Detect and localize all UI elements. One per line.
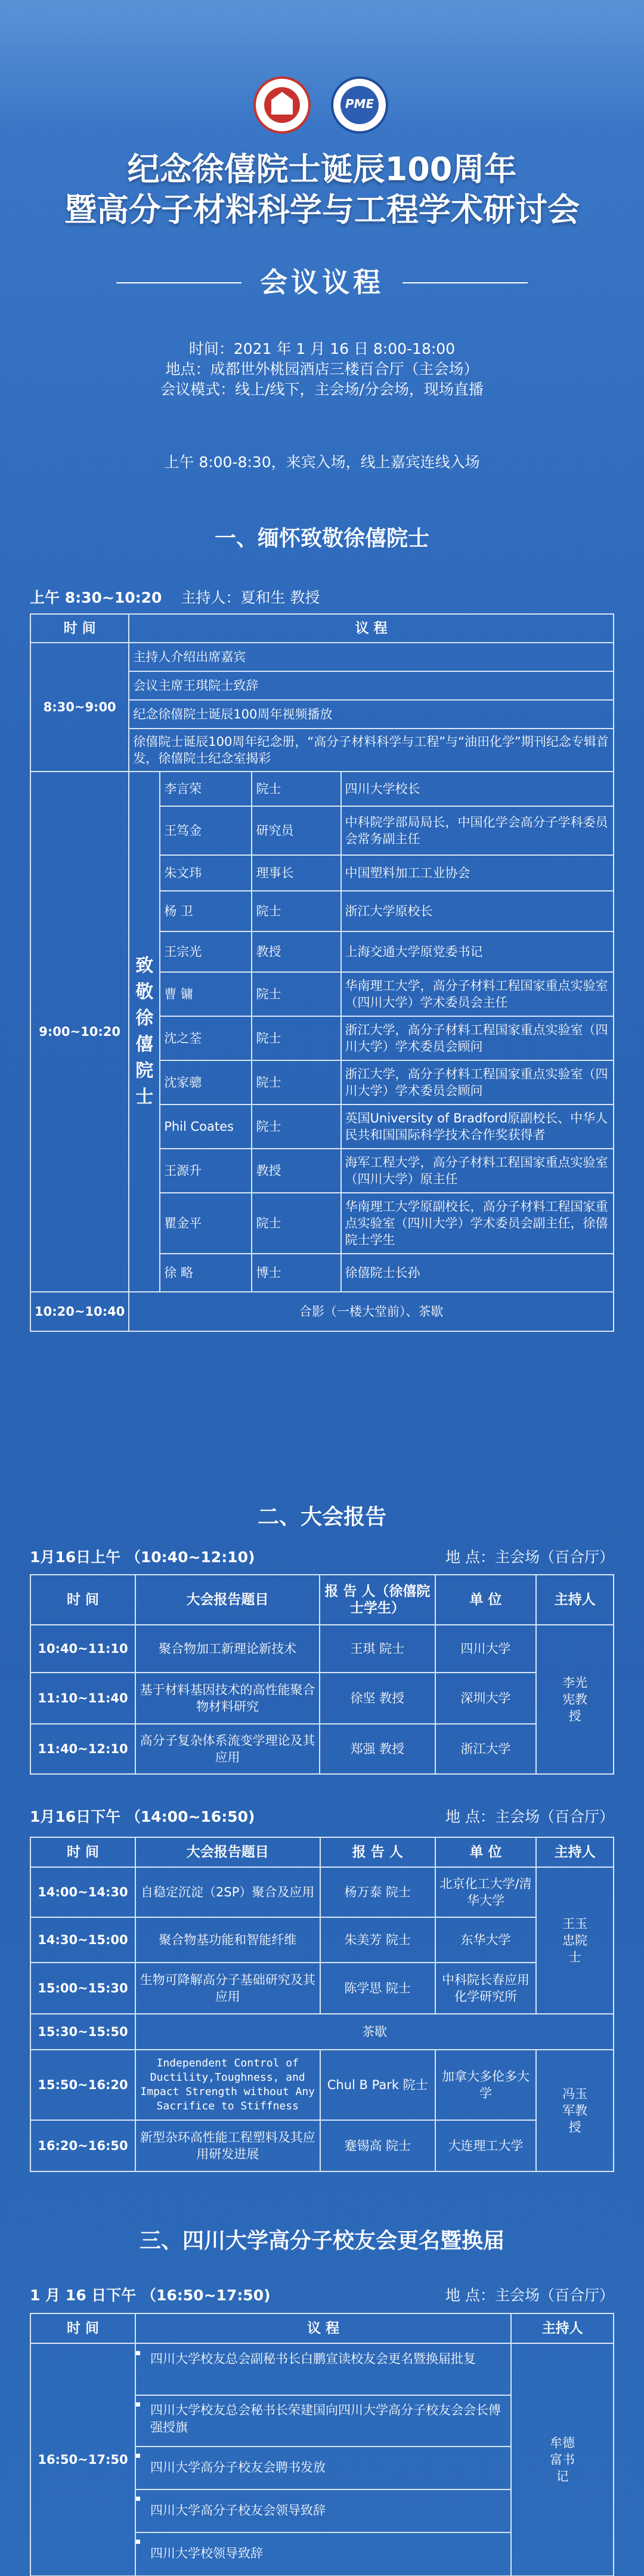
talk-unit: 中科院长春应用化学研究所 <box>435 1963 536 2014</box>
talk-speaker: 朱美芳 院士 <box>320 1917 435 1963</box>
speaker-desc: 徐僖院士长孙 <box>341 1254 614 1292</box>
speaker-desc: 中科院学部局局长，中国化学会高分子学科委员会常务副主任 <box>341 806 614 855</box>
talk-time: 14:00~14:30 <box>30 1867 135 1917</box>
talk-speaker: 王琪 院士 <box>320 1625 435 1673</box>
alumni-agenda <box>135 2343 511 2576</box>
talk-topic: 基于材料基因技术的高性能聚合物材料研究 <box>135 1673 320 1724</box>
break-time: 15:30~15:50 <box>30 2014 135 2050</box>
talk-unit: 东华大学 <box>435 1917 536 1963</box>
agenda-item: 纪念徐僖院士诞辰100周年视频播放 <box>129 700 614 729</box>
section1-meta: 上午 8:30~10:20 主持人：夏和生 教授 <box>30 589 320 606</box>
speaker-title: 院士 <box>252 1060 340 1105</box>
section2-am-table: 时 间 大会报告题目 报 告 人（徐僖院士学生） 单 位 主持人 10:40~11:10 聚合物加工新理论新技术 王琪 院士 四川大学 李光宪教授 11:10~11:40 基于材料基因技术的高性能聚合物材料研究 徐坚 教授 深圳大学 11:40~12:10 高分子复杂体系流变学理论及其应用 郑强 教授 浙江大学 <box>30 1574 614 1775</box>
speaker-name: 王源升 <box>160 1149 252 1193</box>
tribute-label: 致敬徐僖院士 <box>129 772 160 1292</box>
speaker-desc: 上海交通大学原党委书记 <box>341 931 614 972</box>
talk-unit: 四川大学 <box>435 1625 537 1673</box>
talk-unit: 深圳大学 <box>435 1673 537 1724</box>
speaker-name: 杨 卫 <box>160 891 252 931</box>
pme-logo: PME <box>331 76 388 134</box>
speaker-title: 院士 <box>252 1193 340 1254</box>
speaker-title: 教授 <box>252 1149 340 1193</box>
talk-time: 11:10~11:40 <box>30 1673 135 1724</box>
agenda-item: 四川大学校友总会秘书长荣建国向四川大学高分子校友会会长傅强授旗 <box>136 2396 510 2447</box>
agenda-item: 主持人介绍出席嘉宾 <box>129 643 614 671</box>
speaker-title: 院士 <box>252 1105 340 1149</box>
block3-time: 10:20~10:40 <box>30 1292 129 1331</box>
break-text: 茶歇 <box>135 2014 614 2050</box>
section3-table: 时 间 议 程 主持人 16:50~17:50 四川大学校友总会副秘书长白鹏宣读校友会更名暨换届批复 四川大学校友总会秘书长荣建国向四川大学高分子校友会会长傅强授旗 四川大学高分子校友会聘书发放 四川大学高分子校友会领导致辞 四川大学校领导致辞 牟德富书记 <box>30 2313 614 2576</box>
speaker-title: 院士 <box>252 972 340 1016</box>
speaker-title: 理事长 <box>252 855 340 891</box>
talk-time: 15:50~16:20 <box>30 2050 135 2120</box>
speaker-desc: 浙江大学，高分子材料工程国家重点实验室（四川大学）学术委员会顾问 <box>341 1060 614 1105</box>
meeting-place: 地点：成都世外桃园酒店三楼百合厅（主会场） <box>165 360 479 378</box>
pm-host-1: 王玉忠院士 <box>536 1867 614 2014</box>
talk-unit: 北京化工大学/清华大学 <box>435 1867 536 1917</box>
talk-time: 16:20~16:50 <box>30 2120 135 2171</box>
meeting-time: 时间：2021 年 1 月 16 日 8:00-18:00 <box>188 340 456 357</box>
speaker-name: 徐 略 <box>160 1254 252 1292</box>
talk-topic: 新型杂环高性能工程塑料及其应用研发进展 <box>135 2120 320 2171</box>
pm-host-2: 冯玉军教授 <box>536 2050 614 2171</box>
speaker-title: 教授 <box>252 931 340 972</box>
speaker-title: 研究员 <box>252 806 340 855</box>
talk-speaker: 蹇锡高 院士 <box>320 2120 435 2171</box>
talk-unit: 浙江大学 <box>435 1724 537 1774</box>
agenda-item: 会议主席王琪院士致辞 <box>129 671 614 700</box>
speaker-title: 博士 <box>252 1254 340 1292</box>
block2-time: 9:00~10:20 <box>30 772 129 1292</box>
speaker-desc: 华南理工大学原副校长，高分子材料工程国家重点实验室（四川大学）学术委员会副主任，徐僖院士学生 <box>341 1193 614 1254</box>
section2-pm-meta: 1月16日下午 （14:00~16:50) 地 点：主会场（百合厅） <box>30 1808 614 1825</box>
title-line-2: 暨高分子材料科学与工程学术研讨会 <box>64 191 580 229</box>
speaker-name: 朱文玮 <box>160 855 252 891</box>
agenda-subtitle: 会议议程 <box>0 267 644 297</box>
speaker-name: 王宗光 <box>160 931 252 972</box>
talk-time: 10:40~11:10 <box>30 1625 135 1673</box>
speaker-name: 瞿金平 <box>160 1193 252 1254</box>
alumni-host: 牟德富书记 <box>511 2343 614 2576</box>
section3-meta: 1 月 16 日下午 （16:50~17:50) 地 点：主会场（百合厅） <box>30 2287 614 2304</box>
page-title <box>0 149 644 230</box>
talk-time: 15:00~15:30 <box>30 1963 135 2014</box>
block1-time: 8:30~9:00 <box>30 643 129 772</box>
speaker-name: 王笃金 <box>160 806 252 855</box>
meeting-info <box>0 339 644 400</box>
speaker-desc: 浙江大学，高分子材料工程国家重点实验室（四川大学）学术委员会顾问 <box>341 1016 614 1060</box>
agenda-item: 徐僖院士诞辰100周年纪念册，“高分子材料科学与工程”与“油田化学”期刊纪念专辑首发，徐僖院士纪念室揭彩 <box>129 729 614 772</box>
meeting-mode: 会议模式：线上/线下，主会场/分会场，现场直播 <box>160 381 484 398</box>
talk-speaker: 陈学思 院士 <box>320 1963 435 2014</box>
section2-am-meta: 1月16日上午 （10:40~12:10) 地 点：主会场（百合厅） <box>30 1548 614 1566</box>
talk-time: 14:30~15:00 <box>30 1917 135 1963</box>
university-logo <box>253 76 311 134</box>
speaker-name: 沈之荃 <box>160 1016 252 1060</box>
logo-row <box>0 76 644 136</box>
agenda-item: 四川大学校友总会副秘书长白鹏宣读校友会更名暨换届批复 <box>136 2344 510 2396</box>
agenda-item: 四川大学高分子校友会聘书发放 <box>136 2447 510 2490</box>
talk-topic: 高分子复杂体系流变学理论及其应用 <box>135 1724 320 1774</box>
speaker-title: 院士 <box>252 891 340 931</box>
talk-topic: 聚合物加工新理论新技术 <box>135 1625 320 1673</box>
agenda-item: 四川大学高分子校友会领导致辞 <box>136 2490 510 2533</box>
talk-topic: Independent Control of Ductility,Toughness, and Impact Strength without Any Sacrifice to Stiffness <box>135 2050 320 2120</box>
title-line-1: 纪念徐僖院士诞辰100周年 <box>127 150 517 188</box>
arrival-info: 上午 8:00-8:30，来宾入场，线上嘉宾连线入场 <box>164 454 480 471</box>
speaker-name: Phil Coates <box>160 1105 252 1149</box>
section1-table: 时 间 议 程 8:30~9:00 主持人介绍出席嘉宾 会议主席王琪院士致辞 纪念徐僖院士诞辰100周年视频播放 徐僖院士诞辰100周年纪念册，“高分子材料科学与工程”与“油田化学”期刊纪念专辑首发，徐僖院士纪念室揭彩 9:00~10:20 致敬徐僖院士 李言荣 院士 四川大学校长 王笃金 研究员 中科院学部局局长，中国化学会高分子学科委员会常务副主任 朱文玮 理事长 中国塑料加工工业协会 杨 卫 院士 浙江大学原校长 王宗光 教授 上海交通大学原党委书记 曹 镛 院士 华南理工大学，高分子材料工程国家重点实验室（四川大学）学术委员会主任 沈之荃 院士 浙江大学，高分子材料工程国家重点实验室（四川大学）学术委员会顾问 沈家骢 院士 浙江大学，高分子材料工程国家重点实验室（四川大学）学术委员会顾问 Phil Coates 院士 英国University of Bradford原副校长、中华人民共和国国际科学技术合作奖获得者 王源升 教授 海军工程大学，高分子材料工程国家重点实验室（四川大学）原主任 瞿金平 院士 华南理工大学原副校长，高分子材料工程国家重点实验室（四川大学）学术委员会副主任，徐僖院士学生 徐 略 博士 徐僖院士长孙 10:20~10:40 合影（一楼大堂前）、茶歇 <box>30 613 614 1332</box>
break-text: 合影（一楼大堂前）、茶歇 <box>129 1292 614 1331</box>
agenda-item: 四川大学校领导致辞 <box>136 2533 510 2575</box>
speaker-desc: 英国University of Bradford原副校长、中华人民共和国国际科学技术合作奖获得者 <box>341 1105 614 1149</box>
talk-topic: 生物可降解高分子基础研究及其应用 <box>135 1963 320 2014</box>
talk-speaker: 徐坚 教授 <box>320 1673 435 1724</box>
talk-unit: 加拿大多伦多大学 <box>435 2050 536 2120</box>
speaker-name: 沈家骢 <box>160 1060 252 1105</box>
talk-speaker: 郑强 教授 <box>320 1724 435 1774</box>
am-host: 李光宪教授 <box>536 1625 614 1774</box>
speaker-desc: 浙江大学原校长 <box>341 891 614 931</box>
speaker-desc: 海军工程大学，高分子材料工程国家重点实验室（四川大学）原主任 <box>341 1149 614 1193</box>
divider-right <box>402 282 528 283</box>
alumni-time: 16:50~17:50 <box>30 2343 135 2576</box>
section1-heading: 一、缅怀致敬徐僖院士 <box>214 526 429 551</box>
speaker-name: 曹 镛 <box>160 972 252 1016</box>
section2-pm-table: 时 间 大会报告题目 报 告 人 单 位 主持人 14:00~14:30 自稳定沉淀（2SP）聚合及应用 杨万泰 院士 北京化工大学/清华大学 王玉忠院士 14:30~15:00 聚合物基功能和智能纤维 朱美芳 院士 东华大学 15:00~15:30 生物可降解高分子基础研究及其应用 陈学思 院士 中科院长春应用化学研究所 15:30~15:50 茶歇 15:50~16:20 Independent Control of Ductility,Toughness, and Impact Strength without Any Sacrifice to Stiffness Chul B Park 院士 加拿大多伦多大学 冯玉军教授 16:20~16:50 新型杂环高性能工程塑料及其应用研发进展 蹇锡高 院士 大连理工大学 <box>30 1837 614 2172</box>
talk-topic: 聚合物基功能和智能纤维 <box>135 1917 320 1963</box>
speaker-desc: 中国塑料加工工业协会 <box>341 855 614 891</box>
speaker-title: 院士 <box>252 1016 340 1060</box>
speaker-name: 李言荣 <box>160 772 252 806</box>
speaker-desc: 华南理工大学，高分子材料工程国家重点实验室（四川大学）学术委员会主任 <box>341 972 614 1016</box>
talk-time: 11:40~12:10 <box>30 1724 135 1774</box>
talk-speaker: 杨万泰 院士 <box>320 1867 435 1917</box>
talk-unit: 大连理工大学 <box>435 2120 536 2171</box>
speaker-title: 院士 <box>252 772 340 806</box>
section2-heading: 二、大会报告 <box>257 1505 386 1529</box>
section3-heading: 三、四川大学高分子校友会更名暨换届 <box>139 2229 504 2253</box>
speaker-desc: 四川大学校长 <box>341 772 614 806</box>
talk-topic: 自稳定沉淀（2SP）聚合及应用 <box>135 1867 320 1917</box>
talk-speaker: Chul B Park 院士 <box>320 2050 435 2120</box>
